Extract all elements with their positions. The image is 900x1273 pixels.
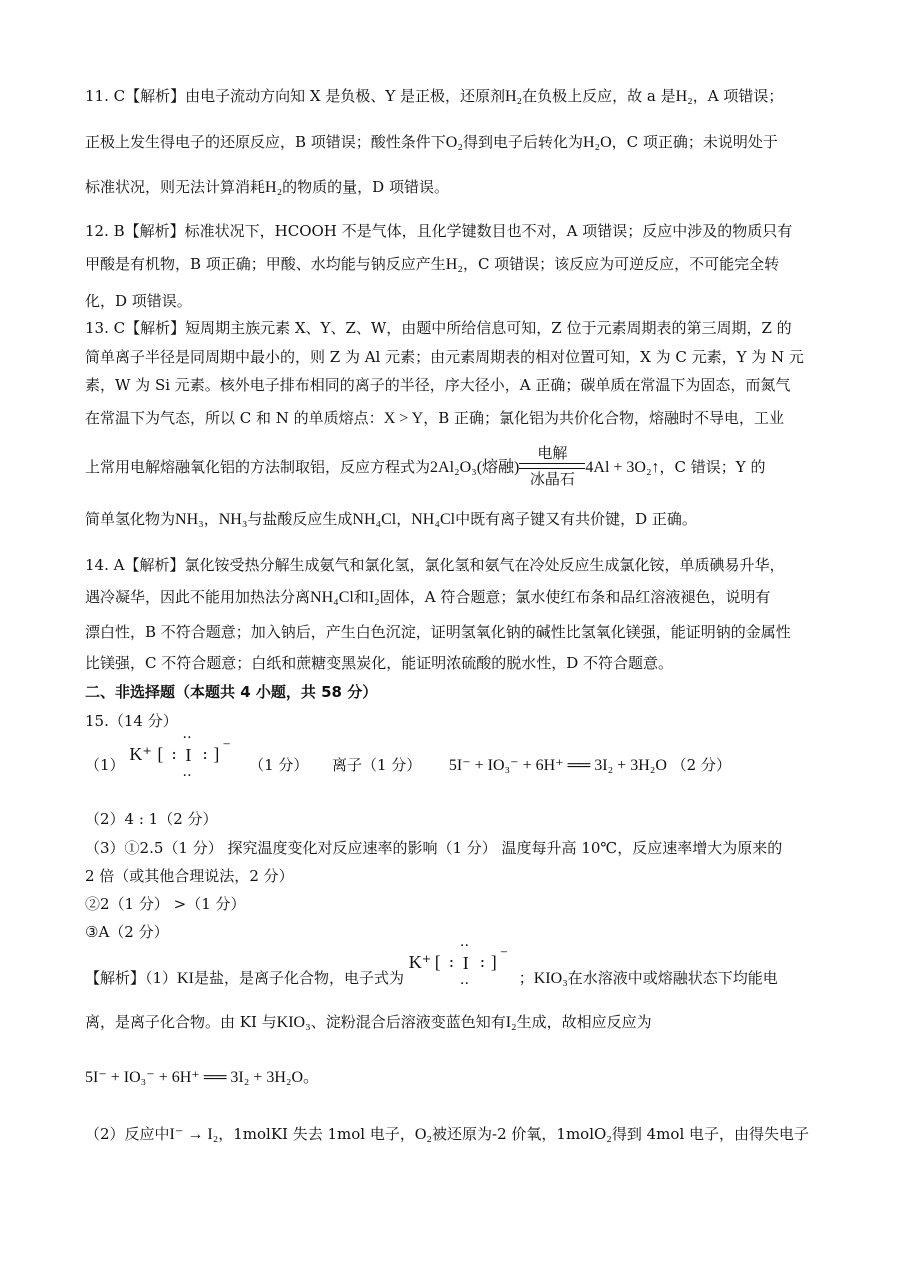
lewis-bracket-left: [ xyxy=(434,952,441,972)
q13-line-1 xyxy=(85,318,792,338)
analysis-text: （2）反应中 xyxy=(85,1125,170,1143)
formula-nh4cl: NH₄Cl xyxy=(310,589,354,606)
q13-line-4 xyxy=(85,408,784,429)
q14-line-3 xyxy=(85,622,791,642)
q13-text: 上常用电解熔融氧化铝的方法制取铝，反应方程式为 xyxy=(85,458,431,476)
equation-iodate: 5I⁻ + IO₃⁻ + 6H⁺ ══ 3I₂ + 3H₂O xyxy=(448,757,667,774)
lewis-bracket-right: ] xyxy=(490,952,497,972)
q11-text: 在负极上反应，故 a 是 xyxy=(522,87,676,105)
q13-text: 简单离子半径是同周期中最小的，则 Z 为 Al 元素；由元素周期表的相对位置可知，X 为 C 元素，Y 为 N 元 xyxy=(85,348,804,366)
section-title: 二、非选择题（本题共 4 小题，共 58 分） xyxy=(85,683,378,701)
q12-text: 化，D 项错误。 xyxy=(85,292,192,310)
q13-line-6 xyxy=(85,509,697,530)
q14-text: 和 xyxy=(353,588,369,606)
q12-text: 甲酸是有机物，B 项正确；甲酸、水均能与钠反应产生 xyxy=(85,255,446,273)
lewis-dots-top: ‥ xyxy=(182,726,192,742)
formula-h2: H₂ xyxy=(505,88,523,105)
q15-heading xyxy=(85,711,178,731)
lewis-dots-bottom: ‥ xyxy=(459,972,470,988)
formula-h2: H₂ xyxy=(675,88,693,105)
lewis-dots-right: : xyxy=(479,952,486,971)
q14-text: 遇冷凝华，因此不能用加热法分离 xyxy=(85,588,311,606)
q13-text: 简单氢化物为 xyxy=(85,510,176,528)
q13-line-5 xyxy=(85,446,765,490)
q15-part3-text: ②2（1 分） >（1 分） xyxy=(85,895,246,913)
formula-ki: KI xyxy=(177,970,194,987)
score-text: （1 分） xyxy=(249,756,309,774)
q13-text: ，C 错误；Y 的 xyxy=(659,458,766,476)
score-text: （2 分） xyxy=(671,756,731,774)
q14-text: 漂白性，B 不符合题意；加入钠后，产生白色沉淀，证明氢氧化钠的碱性比氢氧化镁强，能证明钠的金属性 xyxy=(85,623,791,641)
q11-line-1 xyxy=(85,86,783,107)
q13-text: 素，W 为 Si 元素。核外电子排布相同的离子的半径，序大径小，A 正确；碳单质在常温下为固态，而氮气 xyxy=(85,376,791,394)
q15-part3-line-1 xyxy=(85,838,782,858)
formula-h2: H₂ xyxy=(265,179,283,196)
q15-part1-answer xyxy=(85,726,731,790)
lewis-anion: I xyxy=(462,953,469,973)
q13-text: 中既有离子键又有共价键，D 正确。 xyxy=(455,510,697,528)
equation-electrolysis-left: 2Al₂O₃(熔融) xyxy=(430,459,520,476)
q15-part3-text: （3）①2.5（1 分） 探究温度变化对反应速率的影响（1 分） 温度每升高 10℃，反应速率增大为原来的 xyxy=(85,839,783,857)
q11-text: 标准状况，则无法计算消耗 xyxy=(85,178,266,196)
q15-analysis-line-2 xyxy=(85,1012,652,1033)
equation-iodate-analysis: 5I⁻ + IO₃⁻ + 6H⁺ ══ 3I₂ + 3H₂O。 xyxy=(85,1069,320,1086)
analysis-text: 、淀粉混合后溶液变蓝色知有 xyxy=(310,1013,506,1031)
q15-part3-text: ③A（2 分） xyxy=(85,923,169,941)
lewis-bracket-right: ] xyxy=(213,744,220,764)
lewis-dots-right: : xyxy=(202,744,208,763)
lewis-anion: I xyxy=(185,745,192,765)
q12-text: ，C 项错误；该反应为可逆反应，不可能完全转 xyxy=(462,255,780,273)
analysis-text: 在水溶液中或熔融状态下均能电 xyxy=(567,969,778,987)
q14-line-1 xyxy=(85,555,784,575)
answer-ion: 离子（1 分） xyxy=(331,756,422,774)
lewis-charge: ⁻ xyxy=(499,947,509,964)
condition-electrolysis: 电解 xyxy=(537,444,568,462)
q15-analysis-line-3 xyxy=(85,1067,319,1088)
condition-cryolite: 冰晶石 xyxy=(529,470,575,488)
q11-text: 11. C【解析】由电子流动方向知 X 是负极、Y 是正极，还原剂 xyxy=(85,87,505,105)
q14-line-2 xyxy=(85,587,770,608)
formula-kio3: KIO₃ xyxy=(533,970,568,987)
q11-line-2 xyxy=(85,132,778,153)
q15-analysis-line-4 xyxy=(85,1124,809,1145)
q11-text: 得到电子后转化为 xyxy=(462,133,583,151)
lewis-structure-ki xyxy=(129,726,244,780)
lewis-charge: ⁻ xyxy=(222,739,231,756)
lewis-dots-top: ‥ xyxy=(459,934,470,950)
q14-text: 固体，A 符合题意；氯水使红布条和品红溶液褪色，说明有 xyxy=(379,588,771,606)
q11-text: 的物质的量，D 项错误。 xyxy=(282,178,449,196)
q15-part3-line-3 xyxy=(85,894,246,914)
lewis-bracket-left: [ xyxy=(157,744,164,764)
equals-sign xyxy=(519,463,585,469)
lewis-cation: K⁺ xyxy=(408,952,432,972)
q13-text: ，B 正确；氯化铝为共价化合物，熔融时不导电，工业 xyxy=(423,409,785,427)
lewis-dots-left: : xyxy=(171,744,177,763)
q14-text: 比镁强，C 不符合题意；白纸和蔗糖变黑炭化，能证明浓硫酸的脱水性，D 不符合题意。 xyxy=(85,654,674,672)
formula-h2o: H₂O xyxy=(582,134,612,151)
formula-x-gt-y: X > Y xyxy=(383,410,424,427)
formula-o2: O₂ xyxy=(445,134,463,151)
q15-part3-line-2 xyxy=(85,866,294,886)
q14-line-4 xyxy=(85,653,673,673)
analysis-text: 生成，故相应反应为 xyxy=(516,1013,652,1031)
q13-text: ， xyxy=(396,510,412,528)
q15-part2-text: （2）4 : 1（2 分） xyxy=(85,810,218,828)
formula-nh4cl: NH₄Cl xyxy=(352,511,397,528)
lewis-cation: K⁺ xyxy=(129,744,152,764)
q13-line-3 xyxy=(85,375,790,395)
q11-text: ，A 项错误； xyxy=(692,87,784,105)
lewis-dots-left: : xyxy=(448,952,455,971)
reaction-condition xyxy=(519,444,585,488)
q14-text: 14. A【解析】氯化铵受热分解生成氨气和氯化氢，氯化氢和氨气在冷处反应生成氯化铵，单质碘易升华， xyxy=(85,556,785,574)
analysis-text: 离，是离子化合物。由 KI 与 xyxy=(85,1013,277,1031)
q15-analysis-line-1 xyxy=(85,934,778,998)
q12-text: 12. B【解析】标准状况下，HCOOH 不是气体，且化学键数目也不对，A 项错误；反应中涉及的物质只有 xyxy=(85,222,793,240)
q13-text: 13. C【解析】短周期主族元素 X、Y、Z、W，由题中所给信息可知，Z 位于元素周期表的第三周期，Z 的 xyxy=(85,319,792,337)
analysis-text: ； xyxy=(518,969,534,987)
q11-text: ，C 项正确；未说明处于 xyxy=(611,133,778,151)
q12-line-3 xyxy=(85,291,192,311)
analysis-text: 被还原为-2 价氧，1molO xyxy=(432,1125,607,1143)
q13-line-2 xyxy=(85,347,804,367)
formula-i2: I₂ xyxy=(505,1014,517,1031)
formula-nh4cl: NH₄Cl xyxy=(411,511,456,528)
formula-kio3: KIO₃ xyxy=(276,1014,311,1031)
q15-head-text: 15.（14 分） xyxy=(85,712,178,730)
analysis-text: 是盐，是离子化合物，电子式为 xyxy=(193,969,404,987)
analysis-text: 得到 4mol 电子，由得失电子 xyxy=(611,1125,810,1143)
q11-line-3 xyxy=(85,177,449,198)
formula-nh3: NH₃ xyxy=(175,511,204,528)
formula-h2: H₂ xyxy=(445,256,463,273)
lewis-structure-ki-inline xyxy=(408,934,519,992)
formula-nh3: NH₃ xyxy=(218,511,248,528)
formula-subscript: ₂ xyxy=(606,1126,612,1143)
q12-line-2 xyxy=(85,254,779,275)
formula-o2: O₂ xyxy=(414,1126,433,1143)
q13-text: 与盐酸反应生成 xyxy=(247,510,353,528)
analysis-text: ，1molKI 失去 1mol 电子， xyxy=(218,1125,415,1143)
q13-text: 在常温下为气态，所以 C 和 N 的单质熔点： xyxy=(85,409,384,427)
q15-part2-answer xyxy=(85,809,218,829)
part-label: （1） xyxy=(85,756,125,774)
section-heading xyxy=(85,682,377,702)
q12-line-1 xyxy=(85,221,792,241)
q11-text: 正极上发生得电子的还原反应，B 项错误；酸性条件下 xyxy=(85,133,446,151)
formula-i2: I₂ xyxy=(368,589,380,606)
q13-text: ， xyxy=(203,510,219,528)
q15-part3-text: 2 倍（或其他合理说法，2 分） xyxy=(85,867,294,885)
analysis-text: 【解析】（1） xyxy=(85,969,178,987)
lewis-dots-bottom: ‥ xyxy=(182,764,192,780)
formula-iodide-to-iodine: I⁻ → I₂ xyxy=(169,1126,219,1143)
q15-part3-line-4 xyxy=(85,922,169,942)
equation-electrolysis-right: 4Al + 3O₂↑ xyxy=(585,459,660,476)
